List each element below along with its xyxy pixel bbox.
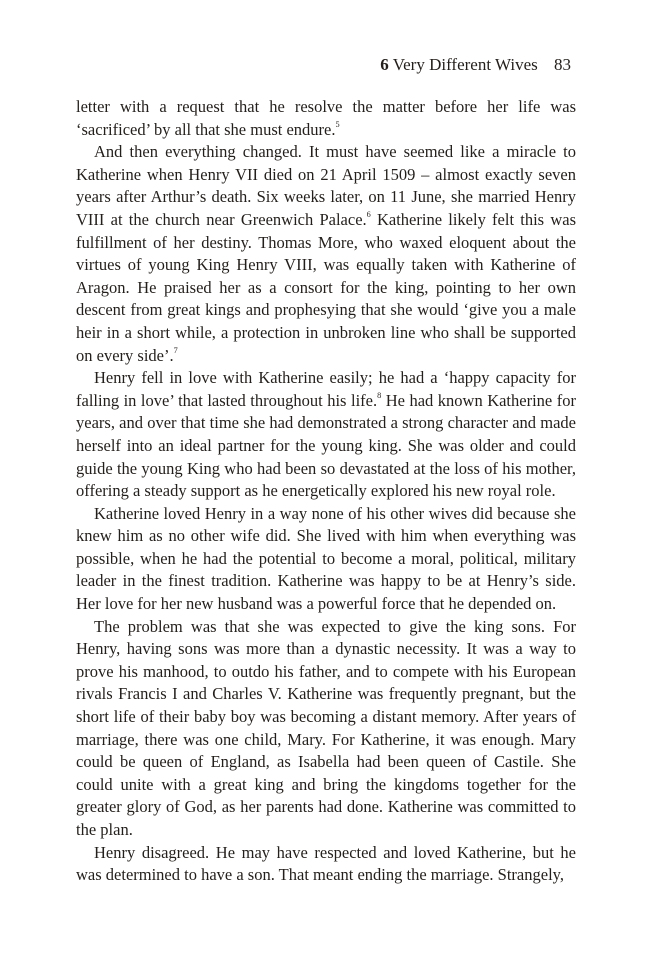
text-run: Katherine loved Henry in a way none of his other wives did because she knew him as no other wife did. She lived with him when everything was possible, when he had the potential to become a moral, political, military leader in the finest tradition. Katherine was happy to be at Henry’s side. Her love for her new husband was a powerful force that he depended on. bbox=[76, 503, 576, 614]
footnote-marker: 7 bbox=[173, 345, 178, 355]
text-run: Henry disagreed. He may have respected and loved Katherine, but he was determined to have a son. That meant ending the marriage. Strangely, bbox=[76, 842, 576, 885]
paragraph bbox=[76, 367, 576, 503]
paragraph bbox=[76, 842, 576, 887]
paragraph bbox=[76, 141, 576, 367]
text-run: He had known Katherine for years, and over that time she had demonstrated a strong character and made herself into an ideal partner for the young king. She was older and could guide the young King who had been so devastated at the loss of his mother, offering a steady support as he energetically explored his new royal role. bbox=[76, 390, 576, 501]
paragraph bbox=[76, 503, 576, 616]
text-run: Henry fell in love with Katherine easily; he had a ‘happy capacity for falling in love’ that lasted throughout his life. bbox=[76, 368, 576, 410]
footnote-marker: 6 bbox=[366, 210, 371, 220]
text-run: And then everything changed. It must have seemed like a miracle to Katherine when Henry VII died on 21 April 1509 – almost exactly seven years after Arthur’s death. Six weeks later, on 11 June, she married Henry VIII at the church near Greenwich Palace. bbox=[76, 142, 576, 229]
running-head bbox=[380, 54, 571, 76]
paragraph bbox=[76, 616, 576, 842]
page-number: 83 bbox=[554, 55, 571, 74]
body-text bbox=[76, 96, 576, 887]
chapter-number: 6 bbox=[380, 55, 389, 74]
paragraph-continued bbox=[76, 96, 576, 141]
text-run: letter with a request that he resolve the matter before her life was ‘sacrificed’ by all that she must endure. bbox=[76, 97, 576, 139]
text-run: Katherine likely felt this was fulfillment of her destiny. Thomas More, who waxed eloquent about the virtues of young King Henry VIII, was equally taken with Katherine of Aragon. He praised her as a consort for the king, pointing to her own descent from great kings and prophesying that she would ‘give you a male heir in a short while, a protection in unbroken line who shall be supported on every side’. bbox=[76, 209, 576, 365]
footnote-marker: 8 bbox=[377, 390, 382, 400]
chapter-title: Very Different Wives bbox=[392, 55, 538, 74]
footnote-marker: 5 bbox=[335, 119, 340, 129]
text-run: The problem was that she was expected to give the king sons. For Henry, having sons was more than a dynastic necessity. It was a way to prove his manhood, to outdo his father, and to compete with his European rivals Francis I and Charles V. Katherine was frequently pregnant, but the short life of their baby boy was becoming a distant memory. After years of marriage, there was one child, Mary. For Katherine, it was enough. Mary could be queen of England, as Isabella had been queen of Castile. She could unite with a great king and bring the kingdoms together for the greater glory of God, as her parents had done. Katherine was committed to the plan. bbox=[76, 616, 576, 839]
